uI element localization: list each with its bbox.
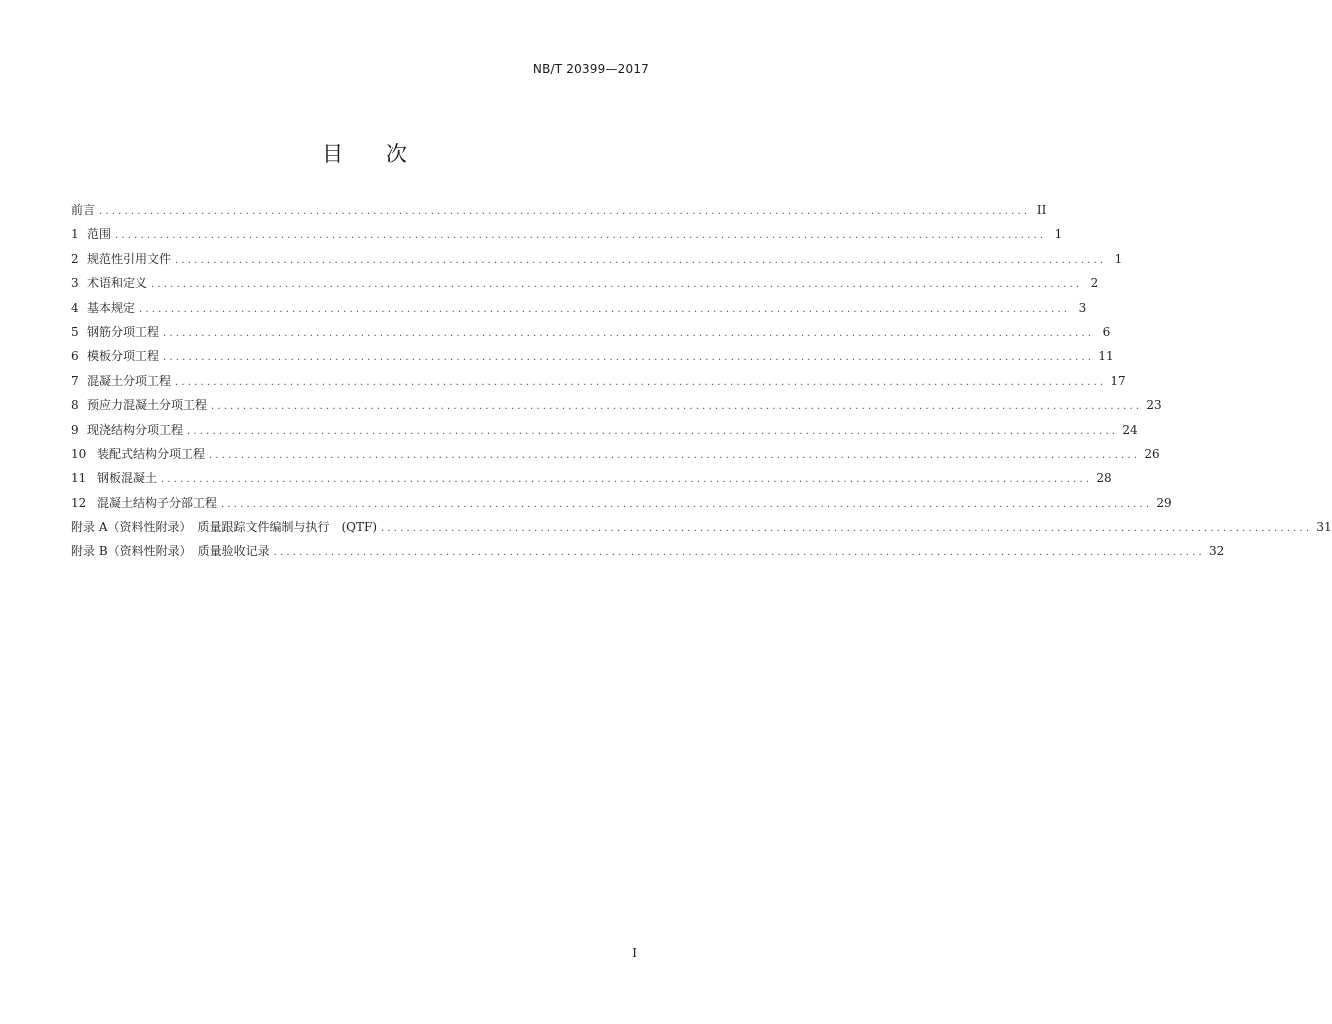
- toc-entry-number: 5: [71, 324, 79, 339]
- toc-entry-page: 24: [1122, 422, 1138, 437]
- page-title: 目 次: [322, 142, 425, 166]
- toc-entry-page: 28: [1096, 471, 1112, 486]
- dot-leader: ..................................................................................................................................................: [381, 523, 1313, 535]
- toc-entry-label: 钢板混凝土: [97, 471, 158, 486]
- dot-leader: ..................................................................................................................................................: [187, 425, 1119, 437]
- toc-entry-10[interactable]: [71, 442, 1160, 466]
- toc-entry-12[interactable]: [71, 491, 1172, 515]
- toc-entry-number: 7: [71, 373, 79, 388]
- toc-entry-appendix-a[interactable]: [71, 515, 1332, 539]
- dot-leader: ..................................................................................................................................................: [211, 401, 1143, 413]
- toc-entry-3[interactable]: [71, 271, 1099, 295]
- toc-entry-page: 11: [1098, 349, 1114, 364]
- toc-entry-page: 26: [1144, 446, 1160, 461]
- toc-entry-label: 范围: [87, 227, 112, 242]
- toc-entry-number: 8: [71, 398, 79, 413]
- toc-entry-number: 1: [71, 227, 79, 242]
- toc-entry-9[interactable]: [71, 418, 1138, 442]
- toc-entry-page: II: [1036, 203, 1047, 217]
- toc-entry-number: 2: [71, 251, 79, 266]
- toc-entry-page: 32: [1208, 544, 1225, 559]
- toc-entry-label: 术语和定义: [87, 276, 148, 291]
- toc-entry-label: 装配式结构分项工程: [97, 446, 206, 461]
- table-of-contents: [71, 198, 1332, 564]
- dot-leader: ..................................................................................................................................................: [99, 206, 1031, 217]
- toc-entry-page: 1: [1114, 251, 1123, 266]
- toc-entry-label: 模板分项工程: [87, 349, 160, 364]
- toc-entry-number: 6: [71, 349, 79, 364]
- dot-leader: ..................................................................................................................................................: [161, 474, 1093, 486]
- dot-leader: ..................................................................................................................................................: [163, 327, 1095, 339]
- toc-entry-page: 1: [1054, 227, 1063, 242]
- toc-entry-label: 规范性引用文件: [87, 251, 172, 266]
- toc-entry-page: 23: [1146, 398, 1162, 413]
- toc-entry-label: 预应力混凝土分项工程: [87, 398, 208, 413]
- dot-leader: ..................................................................................................................................................: [115, 230, 1047, 242]
- toc-entry-label: 附录 B（资料性附录） 质量验收记录: [71, 544, 270, 559]
- dot-leader: ..................................................................................................................................................: [209, 449, 1141, 461]
- dot-leader: ..................................................................................................................................................: [151, 279, 1083, 291]
- toc-entry-page: 31: [1316, 520, 1332, 535]
- toc-entry-label: 前言: [71, 203, 96, 217]
- toc-entry-label: 附录 A（资料性附录） 质量跟踪文件编制与执行 (QTF): [71, 520, 378, 535]
- toc-entry-preface[interactable]: [71, 198, 1047, 222]
- standard-number: NB/T 20399—2017: [532, 62, 649, 76]
- toc-entry-page: 3: [1078, 300, 1087, 315]
- toc-entry-number: 4: [71, 300, 79, 315]
- dot-leader: ..................................................................................................................................................: [273, 547, 1205, 559]
- toc-entry-number: 11: [71, 471, 87, 486]
- toc-entry-page: 29: [1156, 495, 1172, 510]
- toc-entry-number: 9: [71, 422, 79, 437]
- dot-leader: ..................................................................................................................................................: [139, 303, 1071, 315]
- dot-leader: ..................................................................................................................................................: [221, 498, 1153, 510]
- toc-entry-1[interactable]: [71, 222, 1063, 246]
- toc-entry-page: 17: [1110, 373, 1126, 388]
- toc-entry-appendix-b[interactable]: [71, 539, 1225, 563]
- toc-entry-label: 混凝土分项工程: [87, 373, 172, 388]
- page-number: I: [632, 946, 637, 960]
- dot-leader: ..................................................................................................................................................: [163, 352, 1095, 364]
- toc-entry-7[interactable]: [71, 369, 1126, 393]
- toc-entry-page: 2: [1090, 276, 1099, 291]
- toc-entry-label: 现浇结构分项工程: [87, 422, 184, 437]
- toc-entry-2[interactable]: [71, 247, 1123, 271]
- dot-leader: ..................................................................................................................................................: [175, 254, 1107, 266]
- toc-entry-label: 基本规定: [87, 300, 136, 315]
- toc-entry-4[interactable]: [71, 296, 1087, 320]
- toc-entry-label: 混凝土结构子分部工程: [97, 495, 218, 510]
- dot-leader: ..................................................................................................................................................: [175, 376, 1107, 388]
- toc-entry-number: 3: [71, 276, 79, 291]
- toc-entry-number: 12: [71, 495, 87, 510]
- toc-entry-page: 6: [1102, 324, 1111, 339]
- toc-entry-6[interactable]: [71, 344, 1114, 368]
- toc-entry-number: 10: [71, 446, 87, 461]
- toc-entry-label: 钢筋分项工程: [87, 324, 160, 339]
- toc-entry-11[interactable]: [71, 466, 1112, 490]
- toc-entry-5[interactable]: [71, 320, 1111, 344]
- toc-entry-8[interactable]: [71, 393, 1162, 417]
